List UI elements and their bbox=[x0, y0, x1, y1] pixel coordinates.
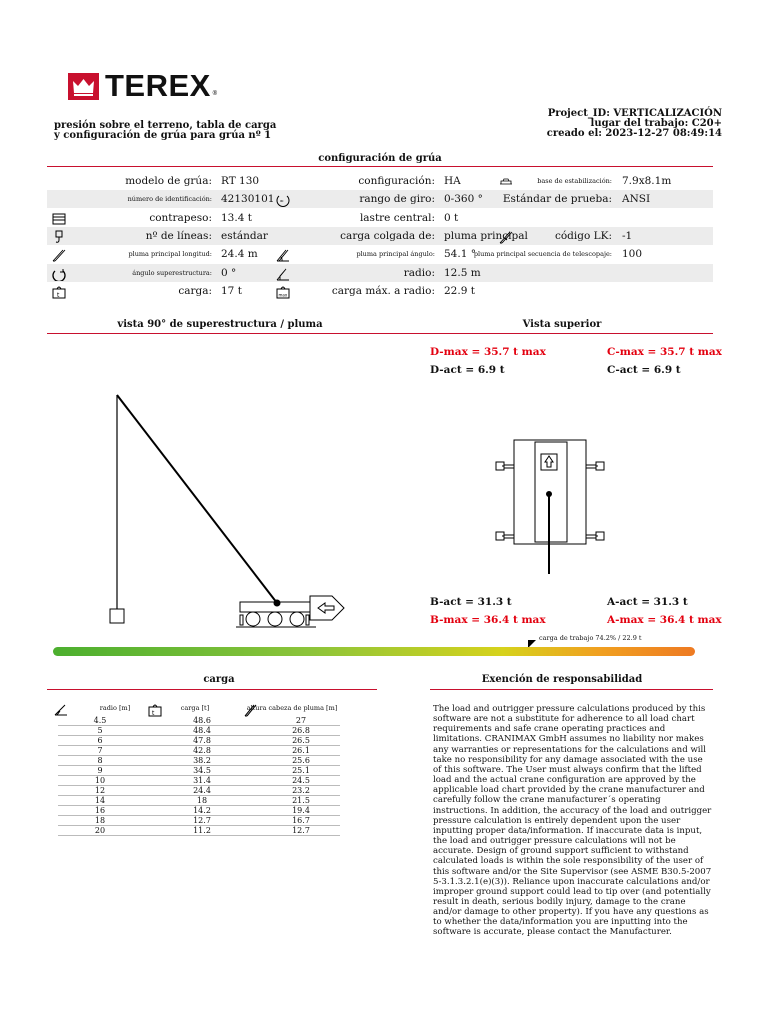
load-cell: 48.4 bbox=[142, 726, 262, 736]
load-cell: 12.7 bbox=[142, 816, 262, 826]
boom-length-icon bbox=[52, 247, 66, 261]
c-max-value: C-max = 35.7 t max bbox=[607, 346, 722, 358]
config-label: lastre central: bbox=[359, 211, 435, 224]
load-cell: 31.4 bbox=[142, 776, 262, 786]
config-value: 54.1 ° bbox=[444, 248, 476, 261]
a-max-value: A-max = 36.4 t max bbox=[607, 614, 722, 626]
disclaimer-title: Exención de responsabilidad bbox=[481, 674, 643, 685]
load-weight-icon bbox=[52, 284, 66, 298]
hook-load-box bbox=[110, 609, 124, 623]
config-value: 7.9x8.1m bbox=[622, 175, 672, 187]
report-title-line1: presión sobre el terreno, tabla de carga bbox=[54, 120, 277, 131]
config-row bbox=[47, 172, 713, 190]
load-cell: 11.2 bbox=[142, 826, 262, 836]
config-value: 100 bbox=[622, 248, 643, 261]
config-label: nº de líneas: bbox=[145, 229, 212, 242]
radius-cell: 18 bbox=[58, 816, 142, 826]
project-info bbox=[547, 109, 722, 139]
terex-crown-icon bbox=[68, 73, 99, 100]
height-cell: 26.8 bbox=[262, 726, 340, 736]
height-cell: 27 bbox=[262, 716, 340, 726]
config-row bbox=[47, 190, 713, 208]
load-col-header: carga [t] bbox=[180, 704, 210, 712]
config-value: estándar bbox=[221, 229, 268, 242]
height-col-header: altura cabeza de pluma [m] bbox=[246, 704, 338, 712]
boom-code-icon bbox=[499, 229, 513, 243]
config-label: contrapeso: bbox=[149, 211, 212, 224]
config-value: HA bbox=[444, 175, 461, 187]
created-date: creado el: 2023-12-27 08:49:14 bbox=[546, 128, 722, 139]
a-act-value: A-act = 31.3 t bbox=[607, 596, 688, 608]
config-value: -1 bbox=[622, 229, 633, 242]
height-cell: 19.4 bbox=[262, 806, 340, 816]
svg-text:t: t bbox=[57, 291, 60, 299]
load-cell: 34.5 bbox=[142, 766, 262, 776]
svg-text:max: max bbox=[278, 292, 288, 298]
height-cell: 12.7 bbox=[262, 826, 340, 836]
crane-side-view bbox=[100, 390, 360, 640]
hook-block-icon bbox=[52, 229, 66, 243]
config-value: 17 t bbox=[221, 284, 242, 297]
project-id: Project_ID: VERTICALIZACIÓN bbox=[547, 108, 722, 119]
config-label: ángulo superestructura: bbox=[132, 268, 212, 277]
config-row bbox=[47, 209, 713, 227]
boom-angle-icon bbox=[276, 247, 290, 261]
table-row bbox=[58, 786, 340, 796]
radius-cell: 9 bbox=[58, 766, 142, 776]
config-value: 12.5 m bbox=[444, 266, 481, 279]
radius-cell: 10 bbox=[58, 776, 142, 786]
load-divider bbox=[47, 689, 377, 690]
config-row bbox=[47, 264, 713, 282]
b-max-value: B-max = 36.4 t max bbox=[430, 614, 546, 626]
config-label: carga: bbox=[178, 284, 212, 297]
max-load-icon bbox=[276, 284, 290, 298]
config-label: pluma principal ángulo: bbox=[356, 250, 435, 259]
config-label: modelo de grúa: bbox=[125, 175, 212, 187]
d-act-value: D-act = 6.9 t bbox=[430, 364, 505, 376]
height-cell: 26.1 bbox=[262, 746, 340, 756]
config-label: Estándar de prueba: bbox=[502, 193, 612, 206]
brand-mark: ® bbox=[211, 89, 218, 97]
side-view-title: vista 90° de superestructura / pluma bbox=[117, 319, 323, 330]
crane-carrier-icon bbox=[236, 596, 344, 627]
boom-line bbox=[117, 395, 277, 603]
counterweight-icon bbox=[52, 211, 66, 225]
config-value: 0 t bbox=[444, 211, 459, 224]
config-value: ANSI bbox=[622, 193, 651, 206]
config-value: pluma principal bbox=[444, 229, 528, 242]
slew-range-icon bbox=[276, 192, 290, 206]
config-value: 22.9 t bbox=[444, 284, 475, 297]
svg-text:∞: ∞ bbox=[279, 198, 284, 205]
outrigger-base-icon bbox=[499, 174, 513, 188]
height-cell: 16.7 bbox=[262, 816, 340, 826]
load-chart-table bbox=[58, 716, 340, 836]
config-label: número de identificación: bbox=[127, 195, 212, 204]
radius-cell: 12 bbox=[58, 786, 142, 796]
b-act-value: B-act = 31.3 t bbox=[430, 596, 512, 608]
table-row bbox=[58, 726, 340, 736]
load-cell: 18 bbox=[142, 796, 262, 806]
table-row bbox=[58, 756, 340, 766]
radius-cell: 7 bbox=[58, 746, 142, 756]
utilization-label: carga de trabajo 74.2% / 22.9 t bbox=[539, 634, 642, 642]
config-label: pluma principal secuencia de telescopaje: bbox=[473, 250, 612, 259]
table-row bbox=[58, 716, 340, 726]
height-cell: 23.2 bbox=[262, 786, 340, 796]
radius-col-icon bbox=[53, 702, 69, 716]
load-cell: 48.6 bbox=[142, 716, 262, 726]
table-row bbox=[58, 776, 340, 786]
table-row bbox=[58, 816, 340, 826]
height-cell: 25.1 bbox=[262, 766, 340, 776]
height-cell: 21.5 bbox=[262, 796, 340, 806]
config-value: 0-360 ° bbox=[444, 193, 483, 206]
crane-top-view bbox=[494, 436, 606, 576]
table-row bbox=[58, 736, 340, 746]
config-value: 0 ° bbox=[221, 266, 237, 279]
config-value: 42130101 bbox=[221, 193, 275, 206]
config-title: configuración de grúa bbox=[318, 153, 442, 164]
height-cell: 26.5 bbox=[262, 736, 340, 746]
utilization-gauge bbox=[53, 647, 695, 656]
slew-center bbox=[546, 491, 552, 497]
views-divider bbox=[47, 333, 713, 334]
job-site: lugar del trabajo: C20+ bbox=[590, 118, 722, 129]
load-col-icon bbox=[147, 702, 163, 716]
c-act-value: C-act = 6.9 t bbox=[607, 364, 681, 376]
load-chart-title: carga bbox=[203, 674, 235, 685]
config-label: radio: bbox=[403, 266, 435, 279]
radius-cell: 8 bbox=[58, 756, 142, 766]
config-row bbox=[47, 245, 713, 263]
load-cell: 47.8 bbox=[142, 736, 262, 746]
config-label: base de estabilización: bbox=[537, 177, 612, 185]
config-label: rango de giro: bbox=[359, 193, 435, 206]
table-row bbox=[58, 746, 340, 756]
radius-cell: 14 bbox=[58, 796, 142, 806]
config-value: 13.4 t bbox=[221, 211, 252, 224]
radius-icon bbox=[276, 266, 290, 280]
config-divider bbox=[47, 166, 713, 167]
config-label: carga colgada de: bbox=[340, 229, 435, 242]
config-label: carga máx. a radio: bbox=[331, 284, 435, 297]
table-row bbox=[58, 766, 340, 776]
config-label: configuración: bbox=[358, 175, 435, 187]
height-cell: 24.5 bbox=[262, 776, 340, 786]
radius-cell: 6 bbox=[58, 736, 142, 746]
top-view-title: Vista superior bbox=[522, 319, 602, 330]
svg-text:t: t bbox=[152, 710, 155, 717]
d-max-value: D-max = 35.7 t max bbox=[430, 346, 546, 358]
report-title bbox=[54, 121, 276, 141]
load-cell: 38.2 bbox=[142, 756, 262, 766]
table-row bbox=[58, 796, 340, 806]
config-value: 24.4 m bbox=[221, 248, 258, 261]
load-cell: 24.4 bbox=[142, 786, 262, 796]
config-label: pluma principal longitud: bbox=[128, 250, 212, 259]
config-label: código LK: bbox=[554, 229, 612, 242]
radius-cell: 5 bbox=[58, 726, 142, 736]
superstructure-angle-icon bbox=[52, 266, 66, 280]
config-value: RT 130 bbox=[221, 175, 260, 187]
load-cell: 42.8 bbox=[142, 746, 262, 756]
radius-col-header: radio [m] bbox=[99, 704, 131, 712]
disclaimer-text: The load and outrigger pressure calculations produced by this software are not a substitute for adherence to all load chart requirements and safe crane operating practices and limitations. CRANIMAX GmbH assumes no liability nor makes any warranties or representations for the calculations and will take no responsibility for any damage associated with the use of this software. The User must always confirm that the lifted load and the actual crane configuration are approved by the applicable load chart provided by the crane manufacturer and carefully follow the crane manufacturer´s operating instructions. In addition, the accuracy of the load and outrigger pressure calculation is entirely dependent upon the user inputting proper data/information. If inaccurate data is input, the load and outrigger pressure calculations will not be accurate. Design of ground support sufficient to withstand calculated loads is within the sole responsibility of the user of this software and/or the Site Supervisor (see ASME B30.5-2007 5-3.1.3.2.1(e)(3)). Reliance upon inaccurate calculations and/or improper ground support could lead to tip over (and potentially result in death, serious bodily injury, damage to the crane and/or damage to other property). If you have any questions as to whether the data/information you are inputting into the software is accurate, please contact the Manufacturer. bbox=[433, 704, 712, 938]
height-cell: 25.6 bbox=[262, 756, 340, 766]
load-cell: 14.2 bbox=[142, 806, 262, 816]
radius-cell: 20 bbox=[58, 826, 142, 836]
config-row bbox=[47, 227, 713, 245]
radius-cell: 16 bbox=[58, 806, 142, 816]
report-title-line2: y configuración de grúa para grúa nº 1 bbox=[54, 130, 272, 141]
config-row bbox=[47, 282, 713, 300]
table-row bbox=[58, 806, 340, 816]
disclaimer-divider bbox=[430, 689, 713, 690]
terex-logo bbox=[68, 70, 218, 102]
brand-name: TEREX bbox=[105, 68, 211, 103]
table-row bbox=[58, 826, 340, 836]
utilization-marker-icon bbox=[528, 633, 536, 641]
radius-cell: 4.5 bbox=[58, 716, 142, 726]
